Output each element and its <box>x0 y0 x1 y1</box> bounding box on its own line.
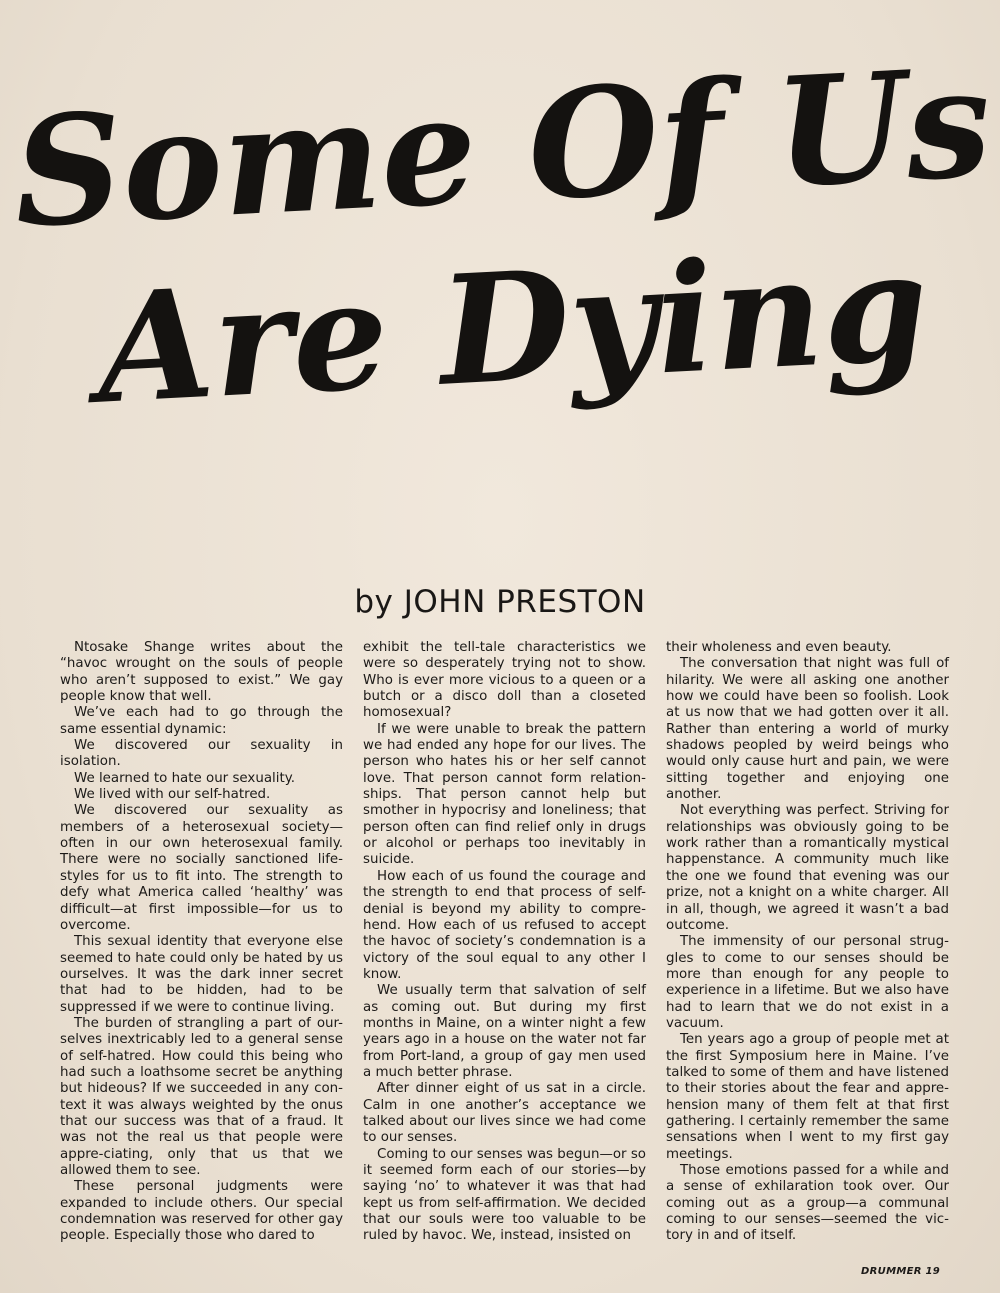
paragraph: The conversation that night was full of hilarity. We were all asking one another how we could have been so foolish. Look at us now that we had gotten over it all. Rather than entering a world of murky shadows peopled by weird beings who would only cause hurt and pain, we were sitting together and enjoying one another. <box>666 656 949 803</box>
paragraph: We usually term that salvation of self as coming out. But during my first months in Maine, on a winter night a few years ago in a house on the water not far from Port-land, a group of gay men used a much better phrase. <box>363 983 646 1080</box>
column-3 <box>666 640 949 1245</box>
paragraph: We discovered our sexuality in isolation. <box>60 738 343 770</box>
article-body <box>60 640 950 1245</box>
byline: by JOHN PRESTON <box>354 584 646 620</box>
title-lettering <box>0 0 1000 440</box>
paragraph: their wholeness and even beauty. <box>666 640 892 655</box>
paragraph: We learned to hate our sexuality. <box>74 770 296 786</box>
paragraph: How each of us found the courage and the strength to end that process of self-denial is beyond my ability to compre-hend. How each of us refused to accept the havoc of society’s condemnation is a victory of the soul equal to any other I know. <box>363 868 646 982</box>
paragraph: The immensity of our personal strug-gles to come to our senses should be more than enough for any people to experience in a lifetime. But we also have had to learn that we do not exist in a vacuum. <box>666 934 949 1031</box>
paragraph: We lived with our self-hatred. <box>74 787 271 803</box>
paragraph: Those emotions passed for a while and a sense of exhilaration took over. Our coming out as a group—a communal coming to our senses—seemed the vic-tory in and of itself. <box>666 1163 949 1244</box>
paragraph: These personal judgments were expanded to include others. Our special condemnation was reserved for other gay people. Especially those who dared to <box>60 1179 343 1244</box>
paragraph: exhibit the tell-tale characteristics we were so desperately trying not to show. Who is ever more vicious to a queen or a butch or a disco doll than a closeted homosexual? <box>363 640 646 721</box>
paragraph: Ten years ago a group of people met at the first Symposium here in Maine. I’ve talked to some of them and have listened to their stories about the fear and appre-hension many of them felt at that first gathering. I certainly remember the same sensations when I went to my first gay meetings. <box>666 1032 949 1162</box>
article-title <box>0 0 1000 440</box>
paragraph: We’ve each had to go through the same essential dynamic: <box>60 705 343 737</box>
paragraph: Coming to our senses was begun—or so it seemed form each of our stories—by saying ‘no’ to whatever it was that had kept us from self-affirmation. We decided that our souls were too valuable to be ruled by havoc. We, instead, insisted on <box>363 1146 646 1244</box>
paragraph: We discovered our sexuality as members of a heterosexual society—often in our own heterosexual family. There were no socially sanctioned life-styles for us to fit into. The strength to defy what America called ‘healthy’ was difficult—at first impossible—for us to overcome. <box>60 803 343 933</box>
paragraph: If we were unable to break the pattern we had ended any hope for our lives. The person who hates his or her self cannot love. That person cannot form relation-ships. That person cannot help but smother in hypocrisy and loneliness; that person often can find relief only in drugs or alcohol or perhaps too inevitably in suicide. <box>363 721 646 868</box>
paragraph: Ntosake Shange writes about the “havoc wrought on the souls of people who aren’t supposed to exist.” We gay people know that well. <box>60 640 343 705</box>
page-folio: DRUMMER 19 <box>861 1266 940 1277</box>
column-1 <box>60 640 343 1245</box>
column-2 <box>363 640 646 1245</box>
paragraph: Not everything was perfect. Striving for relationships was obviously going to be work rather than a romantically mystical happenstance. A community much like the one we found that evening was our prize, not a knight on a white charger. All in all, though, we agreed it wasn’t a bad outcome. <box>666 803 949 933</box>
title-line-1: Some Of Us <box>9 34 995 262</box>
title-line-2: Are Dying <box>92 218 932 438</box>
paragraph: The burden of strangling a part of our-selves inextricably led to a general sense of self-hatred. How could this being who had such a loathsome secret be anything but hideous? If we succeeded in any con-text it was always weighted by the onus that our success was that of a fraud. It was not the real us that people were appre-ciating, only that us that we allowed them to see. <box>60 1015 343 1178</box>
paragraph: This sexual identity that everyone else seemed to hate could only be hated by us ourselves. It was the dark inner secret that had to be hidden, had to be suppressed if we were to continue living. <box>60 934 343 1015</box>
paragraph: After dinner eight of us sat in a circle. Calm in one another’s acceptance we talked about our lives since we had come to our senses. <box>363 1081 646 1146</box>
